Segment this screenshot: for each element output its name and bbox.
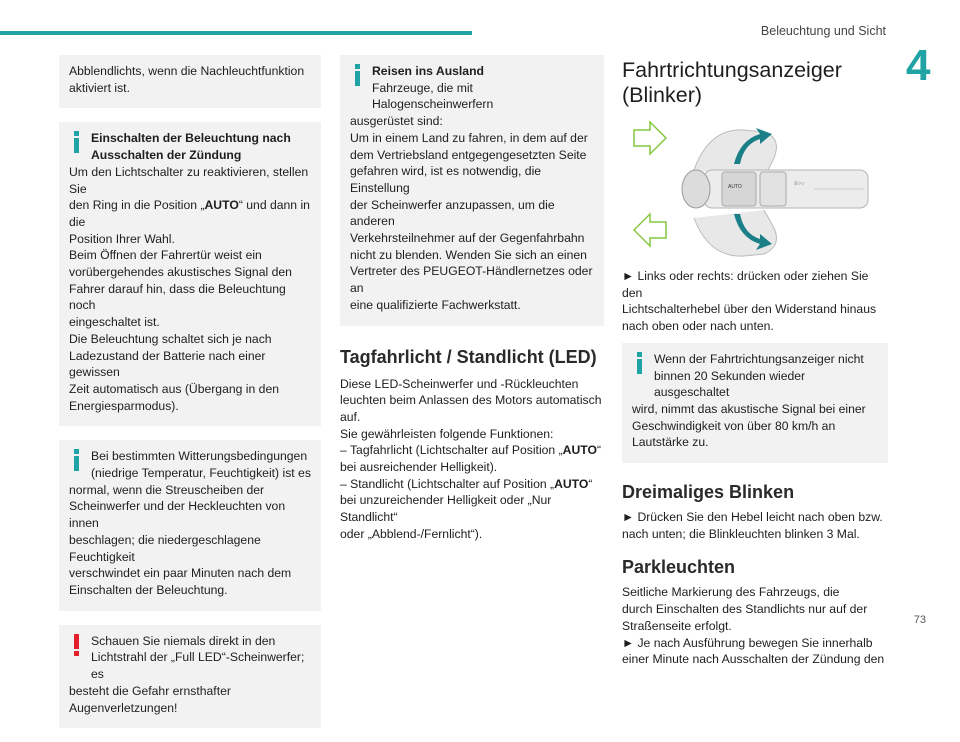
left-arrow-icon bbox=[634, 214, 666, 246]
auto-label: AUTO bbox=[204, 198, 239, 213]
text-line: eingeschaltet ist. bbox=[69, 315, 160, 330]
instruction-line: ► Links oder rechts: drücken oder ziehen Sie den bbox=[622, 269, 869, 300]
text-line: Wenn der Fahrtrichtungsanzeiger nicht bbox=[654, 351, 864, 366]
text-line: Einschalten der Beleuchtung. bbox=[69, 582, 228, 597]
text-line: Energiesparmodus). bbox=[69, 398, 179, 413]
text-line: verschwindet ein paar Minuten nach dem bbox=[69, 566, 292, 581]
list-item: – Tagfahrlicht (Lichtschalter auf Position „AUTO“ bbox=[340, 443, 602, 458]
list-item: – Standlicht (Lichtschalter auf Position „AUTO“ bbox=[340, 476, 593, 491]
text-line: Schauen Sie niemals direkt in den bbox=[91, 633, 276, 648]
text-line: vorübergehendes akustisches Signal den bbox=[69, 265, 292, 280]
info-box-turn-signal-sound bbox=[622, 343, 888, 463]
stalk-switch-illustration bbox=[624, 118, 870, 260]
section-title-daytime-lights: Tagfahrlicht / Standlicht (LED) bbox=[340, 346, 597, 367]
page-number: 73 bbox=[913, 614, 926, 626]
text-line: binnen 20 Sekunden wieder ausgeschaltet bbox=[654, 368, 806, 400]
section-title-three-flashes: Dreimaliges Blinken bbox=[622, 482, 795, 503]
text-line: eine qualifizierte Fachwerkstatt. bbox=[350, 297, 521, 312]
text-line: gefahren wird, ist es notwendig, die Einstellung bbox=[350, 164, 542, 195]
text-line: Diese LED-Scheinwerfer und -Rückleuchten bbox=[340, 376, 579, 391]
text-line: Seitliche Markierung des Fahrzeugs, die bbox=[622, 585, 840, 600]
text-line: leuchten beim Anlassen des Motors automatisch bbox=[340, 393, 602, 408]
box-heading: Reisen ins Ausland bbox=[372, 64, 484, 78]
auto-label: AUTO bbox=[562, 443, 597, 458]
text-line: Die Beleuchtung schaltet sich je nach bbox=[69, 331, 272, 346]
text-line: bei ausreichender Helligkeit). bbox=[340, 460, 498, 475]
text-line: oder „Abblend-/Fernlicht“). bbox=[340, 526, 483, 541]
text-line: Vertreter des PEUGEOT-Händlernetzes oder an bbox=[350, 264, 593, 296]
section-title-parking-lights: Parkleuchten bbox=[622, 557, 736, 578]
text-line: wird, nimmt das akustische Signal bei einer bbox=[632, 401, 866, 416]
text-line: Bei bestimmten Witterungsbedingungen bbox=[91, 449, 308, 464]
text-line: Position Ihrer Wahl. bbox=[69, 231, 175, 246]
text-line: Abblendlichts, wenn die Nachleuchtfunktion bbox=[69, 64, 305, 78]
text-line: Ladezustand der Batterie nach einer gewissen bbox=[69, 348, 266, 380]
text-line: ausgerüstet sind: bbox=[350, 114, 443, 129]
text-line: beschlagen; die niedergeschlagene Feuchtigkeit bbox=[69, 532, 261, 564]
text-line: Lichtstrahl der „Full LED“-Scheinwerfer; es bbox=[91, 650, 305, 682]
box-heading: Einschalten der Beleuchtung nach bbox=[91, 131, 291, 146]
warning-icon bbox=[74, 634, 79, 656]
info-box-travel-abroad bbox=[340, 55, 604, 326]
instruction-line: Lichtschalterhebel über den Widerstand hinaus bbox=[622, 302, 877, 317]
text-line: Um in einem Land zu fahren, in dem auf der bbox=[350, 130, 588, 145]
text-line: Fahrzeuge, die mit Halogenscheinwerfern bbox=[372, 80, 494, 112]
info-icon bbox=[74, 131, 79, 153]
text-line: nicht zu blenden. Wenden Sie sich an einen bbox=[350, 247, 587, 262]
text-line: auf. bbox=[340, 409, 361, 424]
text-line: bei unzureichender Helligkeit oder „Nur Standlicht“ bbox=[340, 493, 552, 525]
text-line: durch Einschalten des Standlichts nur auf der bbox=[622, 602, 868, 617]
text-line: Lautstärke zu. bbox=[632, 435, 709, 450]
text-line: ► Je nach Ausführung bewegen Sie innerhalb bbox=[622, 635, 873, 650]
column-right bbox=[622, 58, 888, 668]
text-line: nach unten; die Blinkleuchten blinken 3 Mal. bbox=[622, 526, 860, 541]
text-line: ► Drücken Sie den Hebel leicht nach oben bzw. bbox=[622, 510, 883, 525]
text-line: Scheinwerfer und der Heckleuchten von innen bbox=[69, 499, 286, 531]
svg-text:≡○○: ≡○○ bbox=[794, 181, 805, 187]
info-icon bbox=[637, 352, 642, 374]
text-line: Augenverletzungen! bbox=[69, 700, 178, 715]
chapter-number: 4 bbox=[906, 41, 931, 90]
header-accent-bar bbox=[0, 31, 472, 35]
text-line: Geschwindigkeit von über 80 km/h an bbox=[632, 418, 836, 433]
text-line: einer Minute nach Ausschalten der Zündung den bbox=[622, 652, 885, 667]
text-line: Sie gewährleisten folgende Funktionen: bbox=[340, 426, 554, 441]
svg-text:AUTO: AUTO bbox=[728, 184, 742, 190]
text-line: den Ring in die Position „AUTO“ und dann in die bbox=[69, 198, 310, 229]
warning-box-led bbox=[59, 625, 321, 729]
text-line: normal, wenn die Streuscheiben der bbox=[69, 482, 265, 497]
text-line: dem Vertriebsland entgegengesetzten Seite bbox=[350, 147, 587, 162]
text-line: besteht die Gefahr ernsthafter bbox=[69, 683, 231, 698]
text-line: Um den Lichtschalter zu reaktivieren, stellen Sie bbox=[69, 164, 309, 196]
column-left bbox=[59, 55, 321, 742]
auto-label: AUTO bbox=[554, 476, 589, 491]
instruction-line: nach oben oder nach unten. bbox=[622, 319, 774, 334]
text-line: Zeit automatisch aus (Übergang in den bbox=[69, 381, 280, 396]
text-line: Beim Öffnen der Fahrertür weist ein bbox=[69, 248, 262, 263]
text-line: Verkehrsteilnehmer auf der Gegenfahrbahn bbox=[350, 231, 585, 246]
section-title-turn-signals-sub: (Blinker) bbox=[622, 83, 703, 107]
info-box-lighting-reactivation bbox=[59, 122, 321, 426]
text-line: Straßenseite erfolgt. bbox=[622, 618, 732, 633]
info-icon bbox=[74, 449, 79, 471]
right-arrow-icon bbox=[634, 122, 666, 154]
column-middle bbox=[340, 55, 604, 543]
stalk-body bbox=[682, 130, 868, 256]
text-line: aktiviert ist. bbox=[69, 80, 130, 95]
text-box-continued bbox=[59, 55, 321, 108]
info-box-condensation bbox=[59, 440, 321, 610]
text-line: (niedrige Temperatur, Feuchtigkeit) ist es bbox=[91, 466, 311, 481]
section-title-turn-signals: Fahrtrichtungsanzeiger bbox=[622, 58, 842, 82]
section-header-title: Beleuchtung und Sicht bbox=[760, 24, 886, 38]
text-line: Fahrer darauf hin, dass die Beleuchtung noch bbox=[69, 281, 286, 313]
text-line: der Scheinwerfer anzupassen, um die anderen bbox=[350, 197, 555, 229]
box-heading: Ausschalten der Zündung bbox=[91, 148, 242, 163]
info-icon bbox=[355, 64, 360, 86]
